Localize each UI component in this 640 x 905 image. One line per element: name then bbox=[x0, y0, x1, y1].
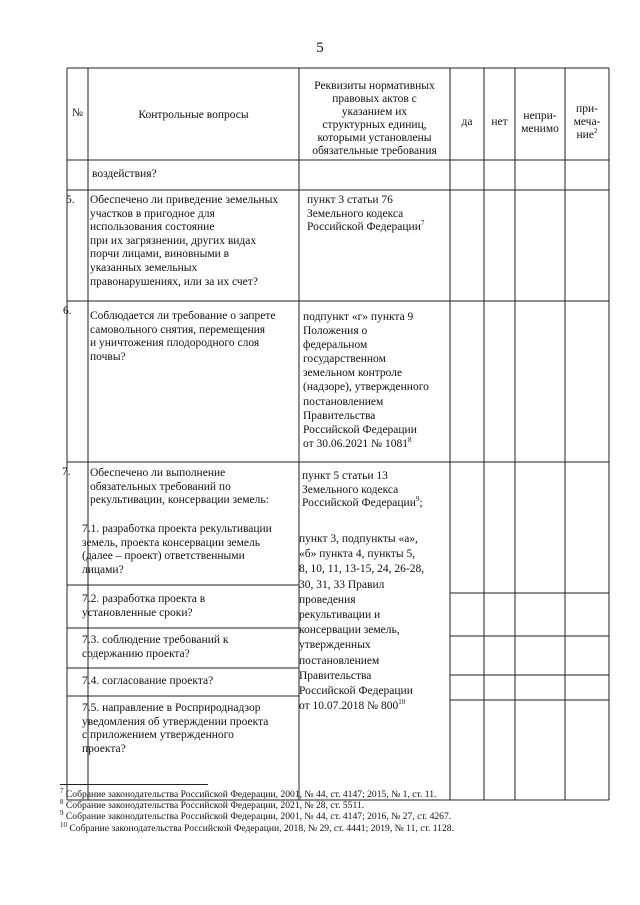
header-no: нет bbox=[491, 116, 508, 128]
header-note: при- меча- ние$^2$ bbox=[573, 103, 601, 141]
footnote-10: $^{10}$ Собрание законодательства Российской Федерации, 2018, № 29, ст. 4441; 2019, № 11, ст. 1128. bbox=[60, 820, 454, 834]
header-questions: Контрольные вопросы bbox=[138, 109, 249, 121]
row-7-number: 7. bbox=[62, 466, 71, 478]
row-6-reference: подпункт «г» пункта 9 Положения о федеральном государственном земельном контроле (надзоре), утвержденного постановлением Правительства Российской Федерации от 30.06.2021 № 1081$^8$ bbox=[303, 311, 429, 450]
header-yes: да bbox=[461, 116, 473, 128]
subrow-7-1-question: 7.1. разработка проекта рекультивации земель, проекта консервации земель (далее – проект) ответственными лицами? bbox=[82, 523, 272, 576]
row-7-reference-b: пункт 3, подпункты «а», «б» пункта 4, пункты 5, 8, 10, 11, 13-15, 24, 26-28, 30, 31, 33 Правил проведения рекультивации и консервации земель, утвержденных постановлением Правительства Российской Федерации от 10.07.2018 № $800^{10}$ bbox=[299, 533, 425, 713]
row-7-question: Обеспечено ли выполнение обязательных требований по рекультивации, консервации земель: bbox=[90, 467, 269, 507]
continuation-text: воздействия? bbox=[92, 168, 157, 180]
footnote-9: $^9$ Собрание законодательства Российской Федерации, 2001, № 44, ст. 4147; 2016, № 27, ст. 4267. bbox=[60, 809, 452, 823]
footnote-8: $^8$ Собрание законодательства Российской Федерации, 2021, № 28, ст. 5511. bbox=[60, 798, 365, 812]
row-6-question: Соблюдается ли требование о запрете самовольного снятия, перемещения и уничтожения плодородного слоя почвы? bbox=[90, 310, 276, 363]
row-5-question: Обеспечено ли приведение земельных участков в пригодное для использования состояние при их загрязнении, других видах порчи лицами, виновными в указанных земельных правонарушениях, или за их счет? bbox=[90, 194, 279, 288]
header-not-applicable: непри- менимо bbox=[521, 110, 559, 135]
subrow-7-4-question: 7.4. согласование проекта? bbox=[82, 675, 214, 687]
row-5-number: 5. bbox=[66, 194, 75, 206]
footnotes bbox=[60, 786, 620, 834]
footnote-divider bbox=[60, 784, 208, 785]
row-6-number: 6. bbox=[63, 305, 72, 317]
row-7-reference-a: пункт 5 статьи 13 Земельного кодекса Российской Федерации$^9$; bbox=[302, 470, 423, 510]
subrow-7-3-question: 7.3. соблюдение требований к содержанию проекта? bbox=[82, 634, 229, 660]
subrow-7-2-question: 7.2. разработка проекта в установленные сроки? bbox=[82, 593, 206, 619]
header-requisites: Реквизиты нормативных правовых актов с указанием их структурных единиц, которыми установлены обязательные требования bbox=[312, 80, 437, 157]
row-5-reference: пункт 3 статьи 76 Земельного кодекса Российской Федерации$^7$ bbox=[307, 194, 425, 234]
subrow-7-5-question: 7.5. направление в Росприроднадзор уведомления об утверждении проекта с приложением утвержденного проекта? bbox=[82, 702, 269, 755]
header-num: № bbox=[72, 107, 83, 119]
footnote-7: $^7$ Собрание законодательства Российской Федерации, 2001, № 44, ст. 4147; 2015, № 1, ст. 11. bbox=[60, 786, 437, 800]
page-number: 5 bbox=[316, 40, 324, 56]
